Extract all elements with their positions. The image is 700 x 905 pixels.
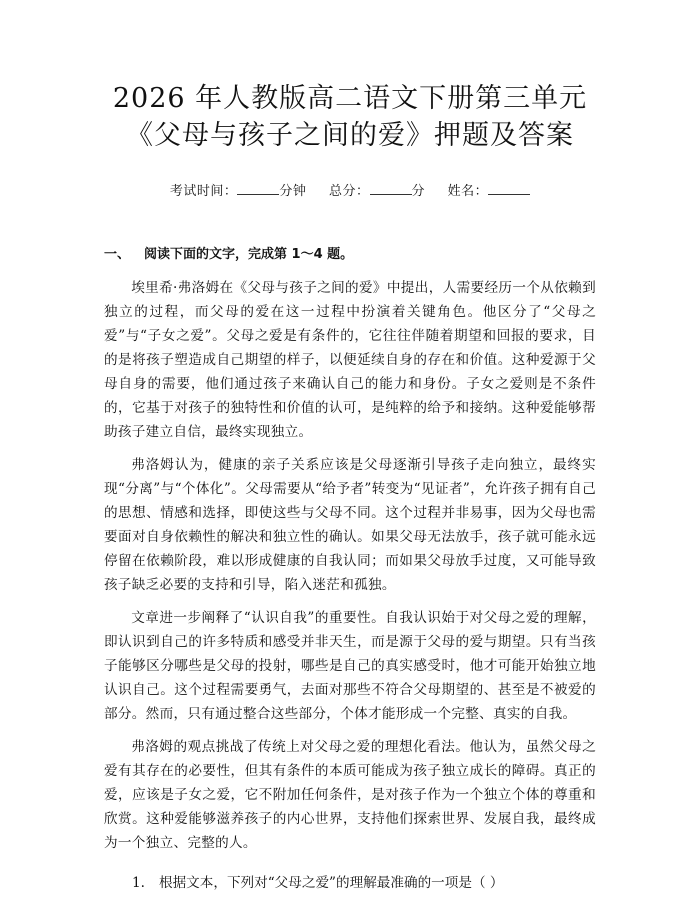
exam-name-label: 姓名： xyxy=(447,184,489,199)
exam-time-field xyxy=(170,184,311,199)
exam-score-blank xyxy=(370,182,412,195)
exam-score-unit: 分 xyxy=(411,184,426,199)
passage-paragraph: 埃里希·弗洛姆在《父母与孩子之间的爱》中提出，人需要经历一个从依赖到独立的过程，而父母的爱在这一过程中扮演着关键角色。他区分了“父母之爱”与“子女之爱”。父母之爱是有条件的，它往往伴随着期望和回报的要求，目的是将孩子塑造成自己期望的样子，以便延续自身的存在和价值。这种爱源于父母自身的需要，他们通过孩子来确认自己的能力和身份。子女之爱则是不条件的，它基于对孩子的独特性和价值的认可，是纯粹的给予和接纳。这种爱能够帮助孩子建立自信，最终实现独立。 xyxy=(104,280,596,440)
exam-name-blank xyxy=(488,182,530,195)
passage-paragraph: 弗洛姆的观点挑战了传统上对父母之爱的理想化看法。他认为，虽然父母之爱有其存在的必要性，但其有条件的本质可能成为孩子独立成长的障碍。真正的爱，应该是子女之爱，它不附加任何条件，是对孩子作为一个独立个体的尊重和欣赏。这种爱能够滋养孩子的内心世界，支持他们探索世界、发展自我，最终成为一个独立、完整的人。 xyxy=(104,739,596,851)
exam-time-unit: 分钟 xyxy=(279,184,307,199)
passage-paragraph: 弗洛姆认为，健康的亲子关系应该是父母逐渐引导孩子走向独立，最终实现“分离”与“个体化”。父母需要从“给予者”转变为“见证者”，允许孩子拥有自己的思想、情感和选择，即使这些与父母不同。这个过程并非易事，因为父母也需要面对自身依赖性的解决和独立性的确认。如果父母无法放手，孩子就可能永远停留在依赖阶段，难以形成健康的自我认同；而如果父母放手过度，又可能导致孩子缺乏必要的支持和引导，陷入迷茫和孤独。 xyxy=(104,457,596,593)
exam-time-blank xyxy=(237,182,279,195)
exam-name-field xyxy=(448,184,531,199)
question-number: 1. xyxy=(132,875,145,891)
document-title: 2026 年人教版高二语文下册第三单元《父母与孩子之间的爱》押题及答案 xyxy=(112,83,588,151)
exam-time-label: 考试时间： xyxy=(169,184,238,199)
question-text: 根据文本，下列对“父母之爱”的理解最准确的一项是（ ） xyxy=(158,875,504,891)
question-item xyxy=(104,871,596,895)
section-heading-text: 阅读下面的文字，完成第 1～4 题。 xyxy=(144,247,354,262)
exam-info-line xyxy=(104,180,596,199)
exam-score-label: 总分： xyxy=(328,184,370,199)
section-heading xyxy=(104,243,596,262)
passage-paragraph: 文章进一步阐释了“认识自我”的重要性。自我认识始于对父母之爱的理解，即认识到自己的许多特质和感受并非天生，而是源于父母的爱与期望。只有当孩子能够区分哪些是父母的投射，哪些是自己的真实感受时，他才可能开始独立地认识自己。这个过程需要勇气，去面对那些不符合父母期望的、甚至是不被爱的部分。然而，只有通过整合这些部分，个体才能形成一个完整、真实的自我。 xyxy=(104,610,596,722)
exam-score-field xyxy=(329,184,430,199)
section-number: 一、 xyxy=(104,247,131,262)
